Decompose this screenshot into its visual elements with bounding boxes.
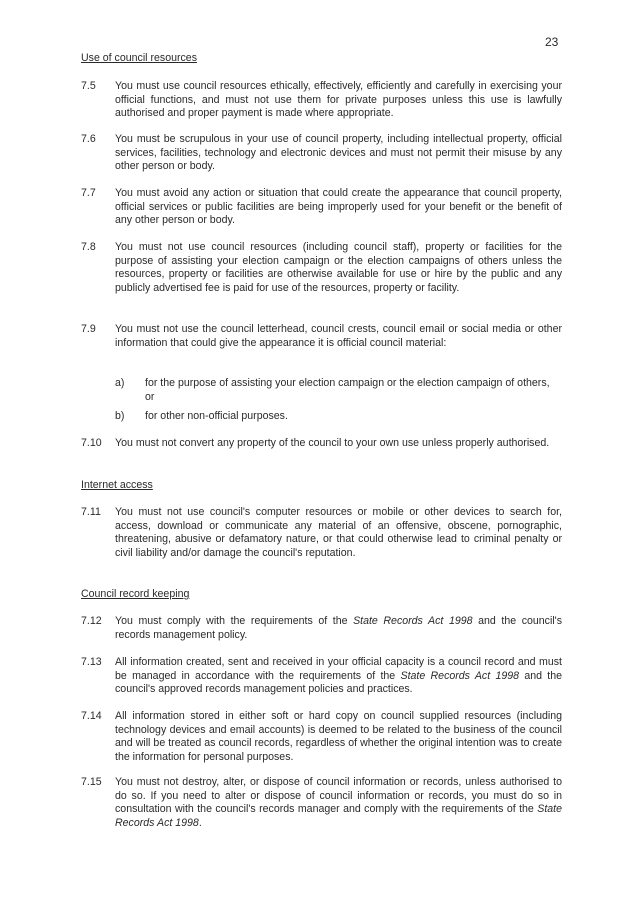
clause-text: You must not use the council letterhead, council crests, council email or social media or other information that could give the appearance it is official council material:	[115, 323, 562, 349]
clause-text: You must be scrupulous in your use of council property, including intellectual property, official services, facilities, technology and electronic devices and must not permit their misuse by any other person or body.	[115, 133, 562, 173]
clause-7-11	[81, 506, 562, 560]
clause-text-part: .	[198, 816, 202, 829]
section-heading-internet-access: Internet access	[81, 479, 153, 491]
clause-text-part: You must comply with the requirements of the	[115, 615, 354, 627]
clause-number: 7.15	[81, 776, 102, 788]
act-title: State Records Act 1998	[115, 803, 562, 829]
clause-7-9	[81, 323, 562, 350]
clause-7-15	[81, 776, 562, 830]
clause-text-part: All information created, sent and received in your official capacity is a council record and must be managed in accordance with the requirements of the	[115, 656, 562, 682]
clause-number: 7.10	[81, 437, 102, 449]
clause-7-7	[81, 187, 562, 228]
act-title: State Records Act 1998	[353, 615, 473, 627]
clause-text: You must avoid any action or situation that could create the appearance that council property, official services or public facilities are being improperly used for your benefit or the benefit of any other person or body.	[115, 187, 562, 227]
act-title: State Records Act 1998	[400, 669, 520, 682]
subclause-b	[115, 410, 555, 424]
clause-text: You must not convert any property of the council to your own use unless properly authorised.	[115, 437, 550, 449]
subclause-text: for other non-official purposes.	[145, 410, 288, 422]
clause-text: You must use council resources ethically, effectively, efficiently and carefully in exercising your official functions, and must not use them for private purposes unless this use is lawfully authorised and proper payment is made where appropriate.	[115, 80, 562, 120]
clause-number: 7.5	[81, 80, 96, 92]
clause-number: 7.7	[81, 187, 96, 199]
clause-7-10	[81, 437, 562, 451]
page-number: 23	[545, 35, 559, 49]
section-heading-council-resources: Use of council resources	[81, 52, 197, 64]
clause-number: 7.9	[81, 323, 96, 335]
clause-7-6	[81, 133, 562, 174]
clause-text-part: and the council's approved records management policies and practices.	[115, 669, 563, 696]
clause-text-part: and the council's records management policy.	[115, 615, 563, 641]
clause-text: You must not use council's computer resources or mobile or other devices to search for, access, download or communicate any material of an offensive, obscene, pornographic, threatening, abusive or defamatory nature, or that could otherwise lead to criminal penalty or civil liability and/or damage the council's reputation.	[115, 506, 562, 559]
clause-text: You must not use council resources (including council staff), property or facilities for the purpose of assisting your election campaign or the election campaigns of others unless the resources, property or facilities are otherwise available for use or hire by the public and any publicly advertised fee is paid for use of the resources, property or facility.	[115, 241, 562, 294]
clause-text-part: You must not destroy, alter, or dispose of council information or records, unless authorised to do so. If you need to alter or dispose of council information or records, you must do so in consultation with the council's records manager and comply with the requirements of the	[115, 776, 562, 816]
subclause-a	[115, 377, 555, 404]
subclause-text: for the purpose of assisting your election campaign or the election campaign of others, or	[145, 377, 550, 403]
clause-7-13	[81, 656, 562, 697]
clause-number: 7.12	[81, 615, 102, 627]
clause-7-12	[81, 615, 562, 642]
clause-number: 7.8	[81, 241, 96, 253]
clause-7-8	[81, 241, 562, 295]
clause-number: 7.11	[81, 506, 101, 518]
clause-number: 7.6	[81, 133, 96, 145]
subclause-label: b)	[115, 410, 125, 422]
clause-number: 7.13	[81, 656, 102, 668]
clause-text	[115, 776, 562, 830]
clause-7-5	[81, 80, 562, 121]
clause-7-14	[81, 710, 562, 764]
clause-text	[115, 656, 562, 697]
clause-number: 7.14	[81, 710, 102, 722]
clause-text	[115, 615, 562, 642]
subclause-label: a)	[115, 377, 125, 389]
clause-text: All information stored in either soft or hard copy on council supplied resources (including technology devices and email accounts) is deemed to be related to the business of the council and will be treated as council records, regardless of whether the original intention was to create the information for personal purposes.	[115, 710, 562, 763]
section-heading-record-keeping: Council record keeping	[81, 588, 190, 600]
